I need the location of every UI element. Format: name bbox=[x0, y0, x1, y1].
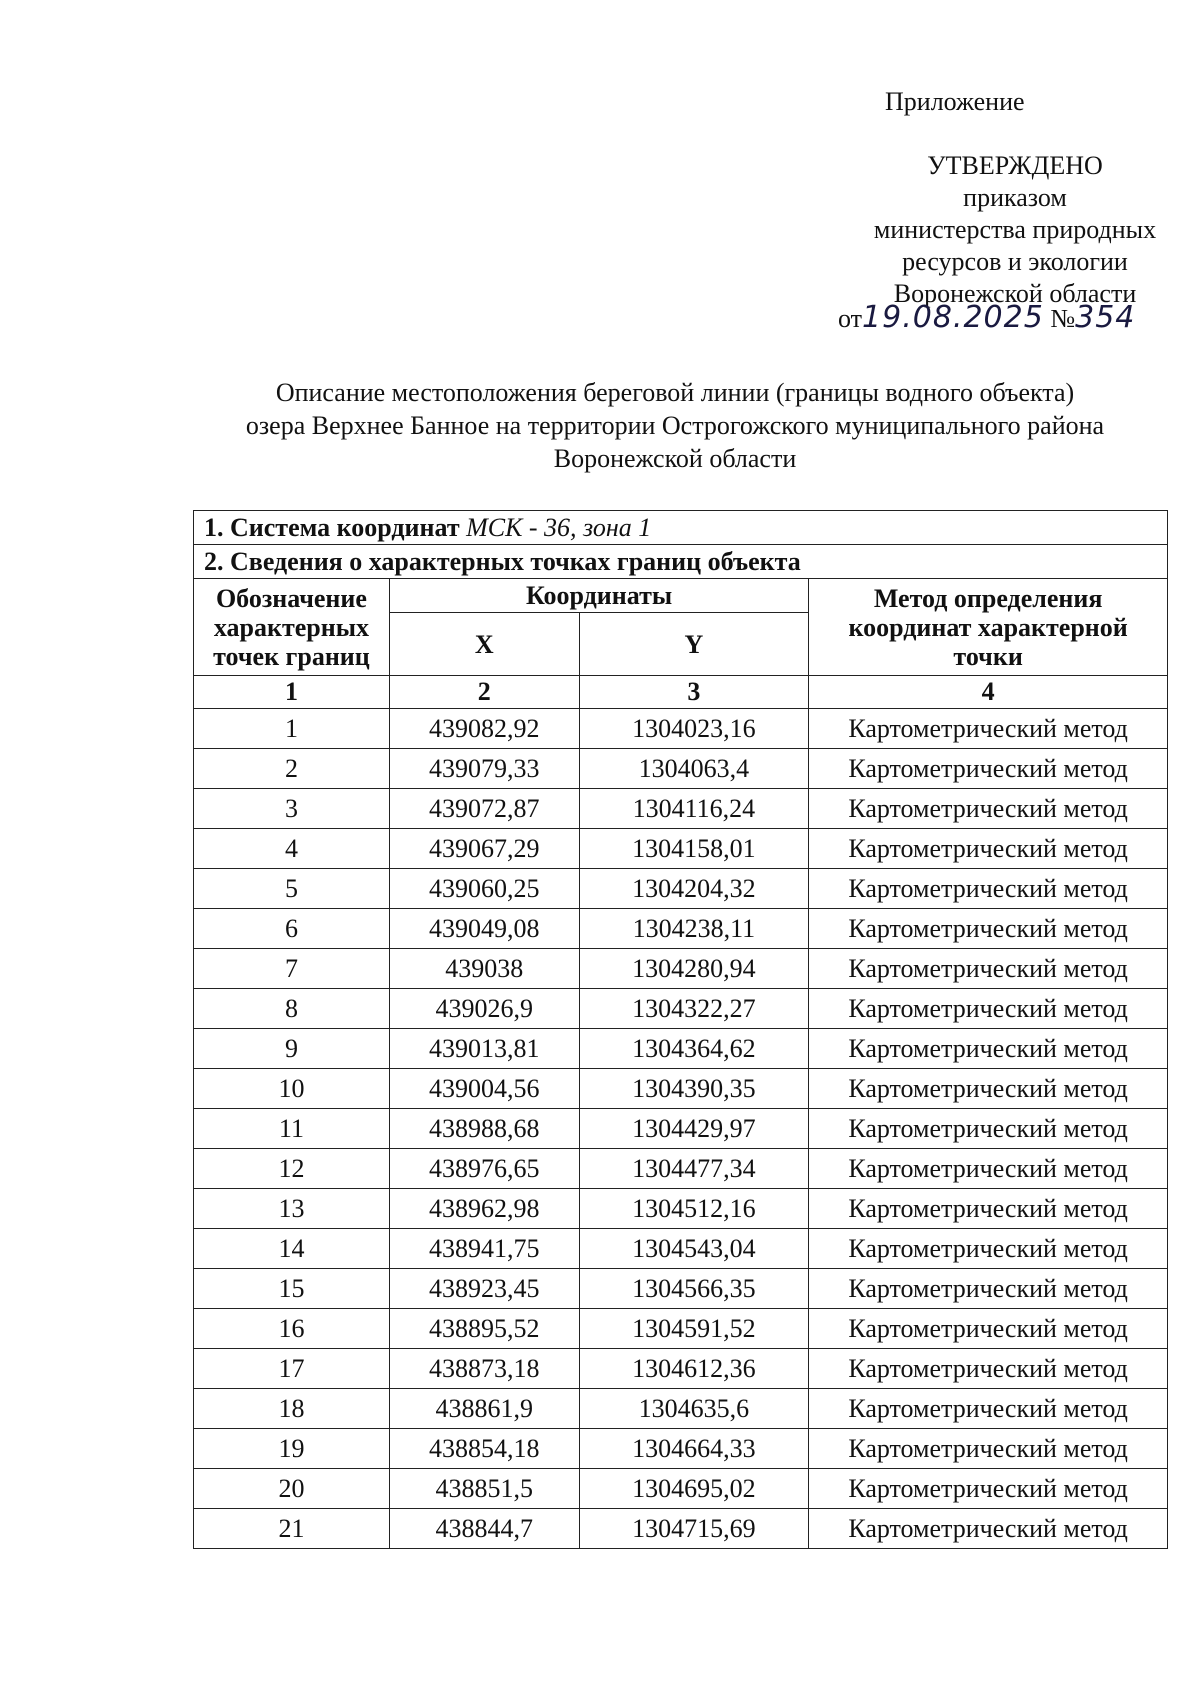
point-number-cell: 20 bbox=[194, 1469, 390, 1509]
method-cell: Картометрический метод bbox=[809, 1309, 1168, 1349]
table-row bbox=[194, 909, 1168, 949]
document-title bbox=[180, 376, 1170, 475]
table-row bbox=[194, 989, 1168, 1029]
x-coordinate-cell: 439013,81 bbox=[389, 1029, 579, 1069]
y-coordinate-cell: 1304477,34 bbox=[579, 1149, 809, 1189]
point-number-cell: 8 bbox=[194, 989, 390, 1029]
point-number-cell: 17 bbox=[194, 1349, 390, 1389]
header-row-1 bbox=[194, 579, 1168, 613]
point-number-cell: 11 bbox=[194, 1109, 390, 1149]
table-row bbox=[194, 709, 1168, 749]
method-cell: Картометрический метод bbox=[809, 749, 1168, 789]
method-column-header: Метод определения координат характерной точки bbox=[809, 579, 1168, 676]
method-cell: Картометрический метод bbox=[809, 1469, 1168, 1509]
y-coordinate-cell: 1304566,35 bbox=[579, 1269, 809, 1309]
point-number-cell: 12 bbox=[194, 1149, 390, 1189]
approval-block bbox=[780, 86, 1200, 310]
table-row bbox=[194, 1029, 1168, 1069]
method-cell: Картометрический метод bbox=[809, 1189, 1168, 1229]
x-coordinate-cell: 439082,92 bbox=[389, 709, 579, 749]
method-cell: Картометрический метод bbox=[809, 909, 1168, 949]
method-cell: Картометрический метод bbox=[809, 829, 1168, 869]
x-coordinate-cell: 439049,08 bbox=[389, 909, 579, 949]
method-cell: Картометрический метод bbox=[809, 869, 1168, 909]
approval-line-2: министерства природных bbox=[873, 215, 1157, 244]
point-number-cell: 2 bbox=[194, 749, 390, 789]
y-coordinate-cell: 1304429,97 bbox=[579, 1109, 809, 1149]
y-coordinate-cell: 1304238,11 bbox=[579, 909, 809, 949]
y-coordinate-cell: 1304204,32 bbox=[579, 869, 809, 909]
date-prefix: от bbox=[838, 304, 863, 333]
y-coordinate-cell: 1304512,16 bbox=[579, 1189, 809, 1229]
approval-line-1: приказом bbox=[963, 183, 1067, 212]
title-line-1: Описание местоположения береговой линии (границы водного объекта) bbox=[275, 378, 1075, 407]
point-number-cell: 15 bbox=[194, 1269, 390, 1309]
table-row bbox=[194, 1509, 1168, 1549]
method-cell: Картометрический метод bbox=[809, 1109, 1168, 1149]
table-row bbox=[194, 1349, 1168, 1389]
y-coordinate-cell: 1304591,52 bbox=[579, 1309, 809, 1349]
x-coordinate-cell: 439079,33 bbox=[389, 749, 579, 789]
title-line-3: Воронежской области bbox=[553, 444, 797, 473]
point-number-cell: 14 bbox=[194, 1229, 390, 1269]
method-cell: Картометрический метод bbox=[809, 949, 1168, 989]
table-row bbox=[194, 749, 1168, 789]
y-coordinate-cell: 1304635,6 bbox=[579, 1389, 809, 1429]
y-column-header: Y bbox=[579, 613, 809, 676]
column-number: 4 bbox=[809, 676, 1168, 709]
section-1-value: МСК - 36, зона 1 bbox=[466, 512, 652, 542]
y-coordinate-cell: 1304612,36 bbox=[579, 1349, 809, 1389]
section-1-row bbox=[194, 511, 1168, 545]
y-coordinate-cell: 1304280,94 bbox=[579, 949, 809, 989]
x-coordinate-cell: 438976,65 bbox=[389, 1149, 579, 1189]
approval-line-4: Воронежской области bbox=[893, 279, 1137, 308]
x-coordinate-cell: 438873,18 bbox=[389, 1349, 579, 1389]
appendix-label: Приложение bbox=[885, 87, 1025, 116]
handwritten-date: 19.08.2025 bbox=[862, 300, 1044, 335]
y-coordinate-cell: 1304715,69 bbox=[579, 1509, 809, 1549]
y-coordinate-cell: 1304158,01 bbox=[579, 829, 809, 869]
y-coordinate-cell: 1304664,33 bbox=[579, 1429, 809, 1469]
point-number-cell: 1 bbox=[194, 709, 390, 749]
x-coordinate-cell: 438851,5 bbox=[389, 1469, 579, 1509]
coordinates-column-header: Координаты bbox=[389, 579, 808, 613]
section-2-row bbox=[194, 545, 1168, 579]
x-coordinate-cell: 438962,98 bbox=[389, 1189, 579, 1229]
table-row bbox=[194, 1109, 1168, 1149]
y-coordinate-cell: 1304543,04 bbox=[579, 1229, 809, 1269]
column-number-row bbox=[194, 676, 1168, 709]
table-row bbox=[194, 1149, 1168, 1189]
point-number-cell: 10 bbox=[194, 1069, 390, 1109]
x-coordinate-cell: 438895,52 bbox=[389, 1309, 579, 1349]
y-coordinate-cell: 1304364,62 bbox=[579, 1029, 809, 1069]
order-date-line bbox=[838, 300, 1135, 335]
table-row bbox=[194, 1429, 1168, 1469]
y-coordinate-cell: 1304695,02 bbox=[579, 1469, 809, 1509]
y-coordinate-cell: 1304390,35 bbox=[579, 1069, 809, 1109]
y-coordinate-cell: 1304023,16 bbox=[579, 709, 809, 749]
table-row bbox=[194, 1469, 1168, 1509]
table-row bbox=[194, 1189, 1168, 1229]
method-cell: Картометрический метод bbox=[809, 709, 1168, 749]
table-row bbox=[194, 1389, 1168, 1429]
y-coordinate-cell: 1304322,27 bbox=[579, 989, 809, 1029]
x-coordinate-cell: 439004,56 bbox=[389, 1069, 579, 1109]
x-coordinate-cell: 438941,75 bbox=[389, 1229, 579, 1269]
coordinate-system-cell bbox=[194, 511, 1168, 545]
point-number-cell: 3 bbox=[194, 789, 390, 829]
method-cell: Картометрический метод bbox=[809, 1269, 1168, 1309]
x-coordinate-cell: 439038 bbox=[389, 949, 579, 989]
point-number-cell: 18 bbox=[194, 1389, 390, 1429]
method-cell: Картометрический метод bbox=[809, 1429, 1168, 1469]
section-1-label: 1. Система координат bbox=[204, 512, 460, 542]
table-row bbox=[194, 829, 1168, 869]
approval-line-3: ресурсов и экологии bbox=[902, 247, 1128, 276]
table-row bbox=[194, 789, 1168, 829]
x-coordinate-cell: 438988,68 bbox=[389, 1109, 579, 1149]
x-coordinate-cell: 438854,18 bbox=[389, 1429, 579, 1469]
method-cell: Картометрический метод bbox=[809, 1149, 1168, 1189]
x-coordinate-cell: 438861,9 bbox=[389, 1389, 579, 1429]
x-coordinate-cell: 439067,29 bbox=[389, 829, 579, 869]
y-coordinate-cell: 1304063,4 bbox=[579, 749, 809, 789]
method-cell: Картометрический метод bbox=[809, 1349, 1168, 1389]
x-column-header: X bbox=[389, 613, 579, 676]
title-line-2: озера Верхнее Банное на территории Острогожского муниципального района bbox=[245, 411, 1105, 440]
table-row bbox=[194, 1069, 1168, 1109]
x-coordinate-cell: 439060,25 bbox=[389, 869, 579, 909]
x-coordinate-cell: 439072,87 bbox=[389, 789, 579, 829]
table-row bbox=[194, 1269, 1168, 1309]
point-number-cell: 7 bbox=[194, 949, 390, 989]
x-coordinate-cell: 439026,9 bbox=[389, 989, 579, 1029]
number-prefix: № bbox=[1050, 304, 1076, 333]
table-row bbox=[194, 1309, 1168, 1349]
section-2-label: 2. Сведения о характерных точках границ объекта bbox=[194, 545, 1168, 579]
point-number-cell: 4 bbox=[194, 829, 390, 869]
point-number-cell: 6 bbox=[194, 909, 390, 949]
column-number: 1 bbox=[194, 676, 390, 709]
method-cell: Картометрический метод bbox=[809, 1069, 1168, 1109]
approved-label: УТВЕРЖДЕНО bbox=[927, 151, 1103, 180]
method-cell: Картометрический метод bbox=[809, 1029, 1168, 1069]
point-number-cell: 19 bbox=[194, 1429, 390, 1469]
table-row bbox=[194, 869, 1168, 909]
point-number-cell: 16 bbox=[194, 1309, 390, 1349]
method-cell: Картометрический метод bbox=[809, 1389, 1168, 1429]
point-number-cell: 21 bbox=[194, 1509, 390, 1549]
table-row bbox=[194, 949, 1168, 989]
point-number-cell: 9 bbox=[194, 1029, 390, 1069]
column-number: 2 bbox=[389, 676, 579, 709]
point-number-cell: 5 bbox=[194, 869, 390, 909]
table-row bbox=[194, 1229, 1168, 1269]
method-cell: Картометрический метод bbox=[809, 789, 1168, 829]
coordinates-table bbox=[193, 510, 1168, 1549]
column-number: 3 bbox=[579, 676, 809, 709]
x-coordinate-cell: 438923,45 bbox=[389, 1269, 579, 1309]
y-coordinate-cell: 1304116,24 bbox=[579, 789, 809, 829]
handwritten-number: 354 bbox=[1075, 300, 1136, 335]
x-coordinate-cell: 438844,7 bbox=[389, 1509, 579, 1549]
point-number-cell: 13 bbox=[194, 1189, 390, 1229]
method-cell: Картометрический метод bbox=[809, 989, 1168, 1029]
point-column-header: Обозначение характерных точек границ bbox=[194, 579, 390, 676]
method-cell: Картометрический метод bbox=[809, 1509, 1168, 1549]
method-cell: Картометрический метод bbox=[809, 1229, 1168, 1269]
